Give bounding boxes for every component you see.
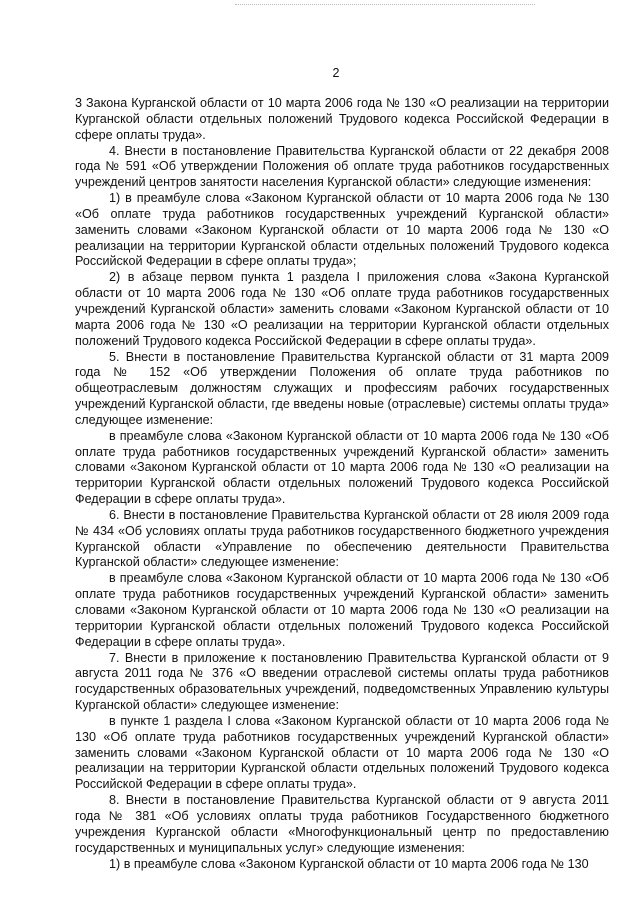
paragraph-item-6: 6. Внести в постановление Правительства Курганской области от 28 июля 2009 года № 434 «Об условиях оплаты труда работников государственного бюджетного учреждения Курганской области «Управление по обеспечению деятельности Правительства Курганской области» следующее изменение: xyxy=(75,507,609,570)
paragraph-item-5: 5. Внести в постановление Правительства Курганской области от 31 марта 2009 года № 152 «Об утверждении Положения об оплате труда работников по общеотраслевым должностям служащих и профессиям рабочих государственных учреждений Курганской области, где введены новые (отраслевые) системы оплаты труда» следующее изменение: xyxy=(75,349,609,427)
paragraph-item-7-text: в пункте 1 раздела I слова «Законом Курганской области от 10 марта 2006 года № 130 «Об оплате труда работников государственных учреждений Курганской области» заменить словами «Законом Курганской области от 10 марта 2006 года № 130 «О реализации на территории Курганской области отдельных положений Трудового кодекса Российской Федерации в сфере оплаты труда». xyxy=(75,713,609,792)
paragraph-continuation: 3 Закона Курганской области от 10 марта 2006 года № 130 «О реализации на территории Курганской области отдельных положений Трудового кодекса Российской Федерации в сфере оплаты труда». xyxy=(75,96,609,142)
scan-artifact-line xyxy=(235,4,535,5)
paragraph-item-7: 7. Внести в приложение к постановлению Правительства Курганской области от 9 августа 2011 года № 376 «О введении отраслевой системы оплаты труда работников государственных образовательных учреждений, подведомственных Управлению культуры Курганской области» следующее изменение: xyxy=(75,650,609,713)
paragraph-item-8: 8. Внести в постановление Правительства Курганской области от 9 августа 2011 года № 381 «Об условиях оплаты труда работников Государственного бюджетного учреждения Курганской области «Многофункциональный центр по предоставлению государственных и муниципальных услуг» следующие изменения: xyxy=(75,793,609,855)
paragraph-item-4: 4. Внести в постановление Правительства Курганской области от 22 декабря 2008 года № 591 «Об утверждении Положения об оплате труда работников государственных учреждений центров занятости населения Курганской области» следующие изменения: xyxy=(75,143,609,190)
paragraph-item-4-2: 2) в абзаце первом пункта 1 раздела I приложения слова «Закона Курганской области от 10 марта 2006 года № 130 «Об оплате труда работников государственных учреждений Курганской области» заменить словами «Законом Курганской области от 10 марта 2006 года № 130 «О реализации на территории Курганской области отдельных положений Трудового кодекса Российской Федерации в сфере оплаты труда». xyxy=(75,270,609,348)
paragraph-item-5-text: в преамбуле слова «Законом Курганской области от 10 марта 2006 года № 130 «Об оплате труда работников государственных учреждений Курганской области» заменить словами «Законом Курганской области от 10 марта 2006 года № 130 «О реализации на территории Курганской области отдельных положений Трудового кодекса Российской Федерации в сфере оплаты труда». xyxy=(75,428,609,507)
paragraph-item-4-1: 1) в преамбуле слова «Законом Курганской области от 10 марта 2006 года № 130 «Об оплате труда работников государственных учреждений Курганской области» заменить словами «Законом Курганской области от 10 марта 2006 года № 130 «О реализации на территории Курганской области отдельных положений Трудового кодекса Российской Федерации в сфере оплаты труда»; xyxy=(75,191,609,269)
paragraph-item-8-1: 1) в преамбуле слова «Законом Курганской области от 10 марта 2006 года № 130 xyxy=(109,856,589,871)
document-body xyxy=(75,96,609,872)
paragraph-item-6-text: в преамбуле слова «Законом Курганской области от 10 марта 2006 года № 130 «Об оплате труда работников государственных учреждений Курганской области» заменить словами «Законом Курганской области от 10 марта 2006 года № 130 «О реализации на территории Курганской области отдельных положений Трудового кодекса Российской Федерации в сфере оплаты труда». xyxy=(75,571,609,649)
page-number: 2 xyxy=(332,66,340,80)
